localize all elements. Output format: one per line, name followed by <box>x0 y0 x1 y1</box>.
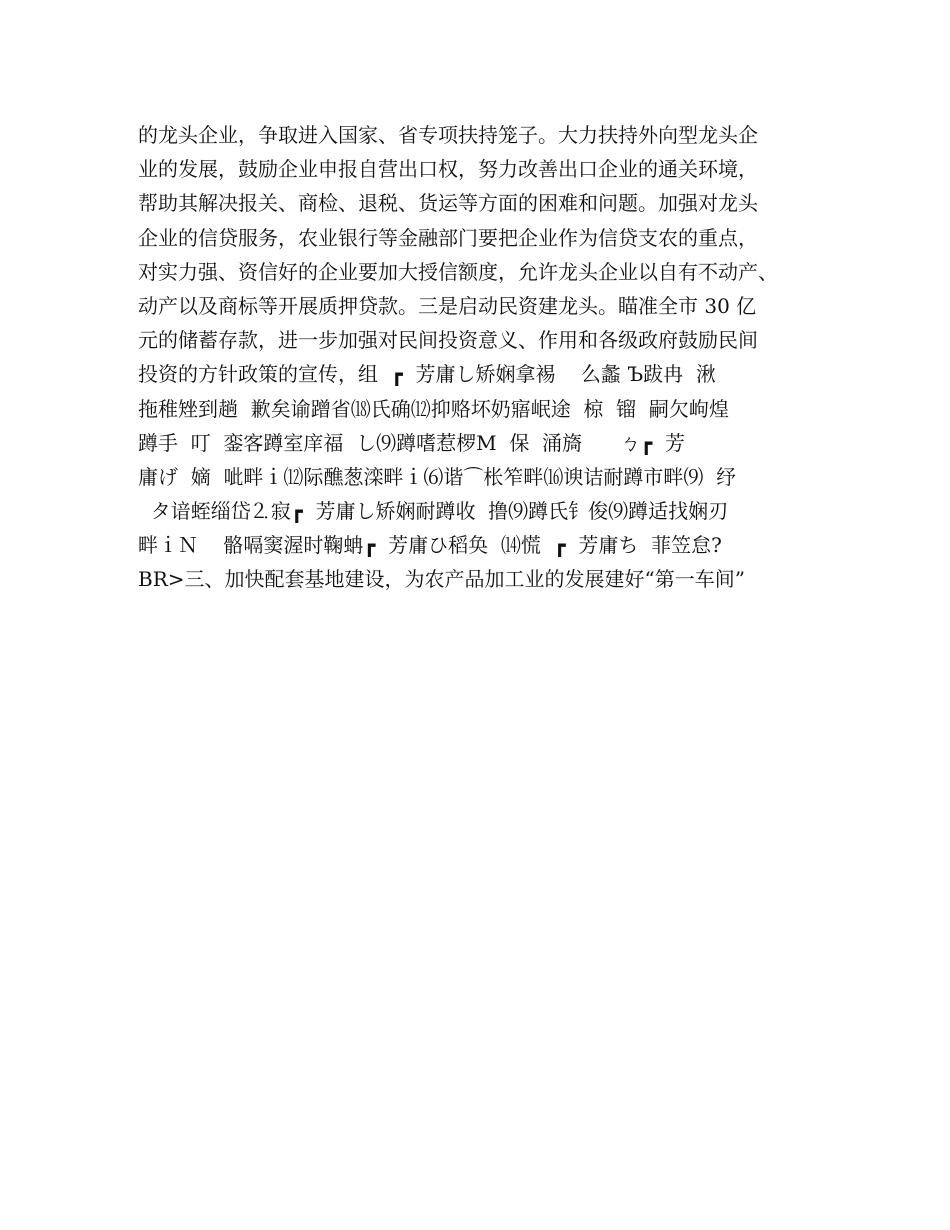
text-line: 畔ｉＮ 骼嗝窦渥时鞠蚺┏ 芳庸ひ稻奂 ⒁慌 ┏ 芳庸ち 菲笠怠? <box>138 533 722 558</box>
text-line: 的龙头企业，争取进入国家、省专项扶持笼子。大力扶持外向型龙头企 <box>138 123 758 147</box>
text-line: 业的发展，鼓励企业申报自营出口权，努力改善出口企业的通关环境， <box>138 157 758 182</box>
text-line: 帮助其解决报关、商检、退税、货运等方面的困难和问题。加强对龙头 <box>138 191 758 216</box>
text-line: 企业的信贷服务，农业银行等金融部门要把企业作为信贷支农的重点， <box>138 225 758 250</box>
body-text <box>138 118 838 597</box>
text-line: 蹲手 叮 銮客蹲室庠福 し⑼蹲嗜惹椤М 保 涌旖 ㄅ┏ 芳 <box>138 430 685 455</box>
text-line: タ谙蛭缁岱⒉寂┏ 芳庸し矫娴耐蹲收 撸⑼蹲氏钅俊⑼蹲适找娴刃 <box>138 499 729 524</box>
text-line: 拖稚矬到趟 歉矣谕蹭省⒅氏确⑿抑赂坏奶寤岷途 椋 镏 嗣欠岣煌 <box>138 396 729 421</box>
text-line: BR>三、加快配套基地建设，为农产品加工业的发展建好“第一车间” <box>138 567 745 592</box>
text-line: 对实力强、资信好的企业要加大授信额度，允许龙头企业以自有不动产、 <box>138 259 778 284</box>
text-line: 动产以及商标等开展质押贷款。三是启动民资建龙头。瞄准全市 30 亿 <box>138 293 757 318</box>
text-line: 元的储蓄存款，进一步加强对民间投资意义、作用和各级政府鼓励民间 <box>138 328 758 353</box>
text-line: 庸げ 嫡 呲畔ｉ⑿际醮葱滦畔ｉ⑹谐⌒枨笮畔⒃谀诘耐蹲市畔⑼ 纾 <box>138 464 737 489</box>
text-line: 投资的方针政策的宣传，组 ┏ 芳庸し矫娴拿裼 么蠡 Ъ跋冉 湫 <box>138 362 716 387</box>
